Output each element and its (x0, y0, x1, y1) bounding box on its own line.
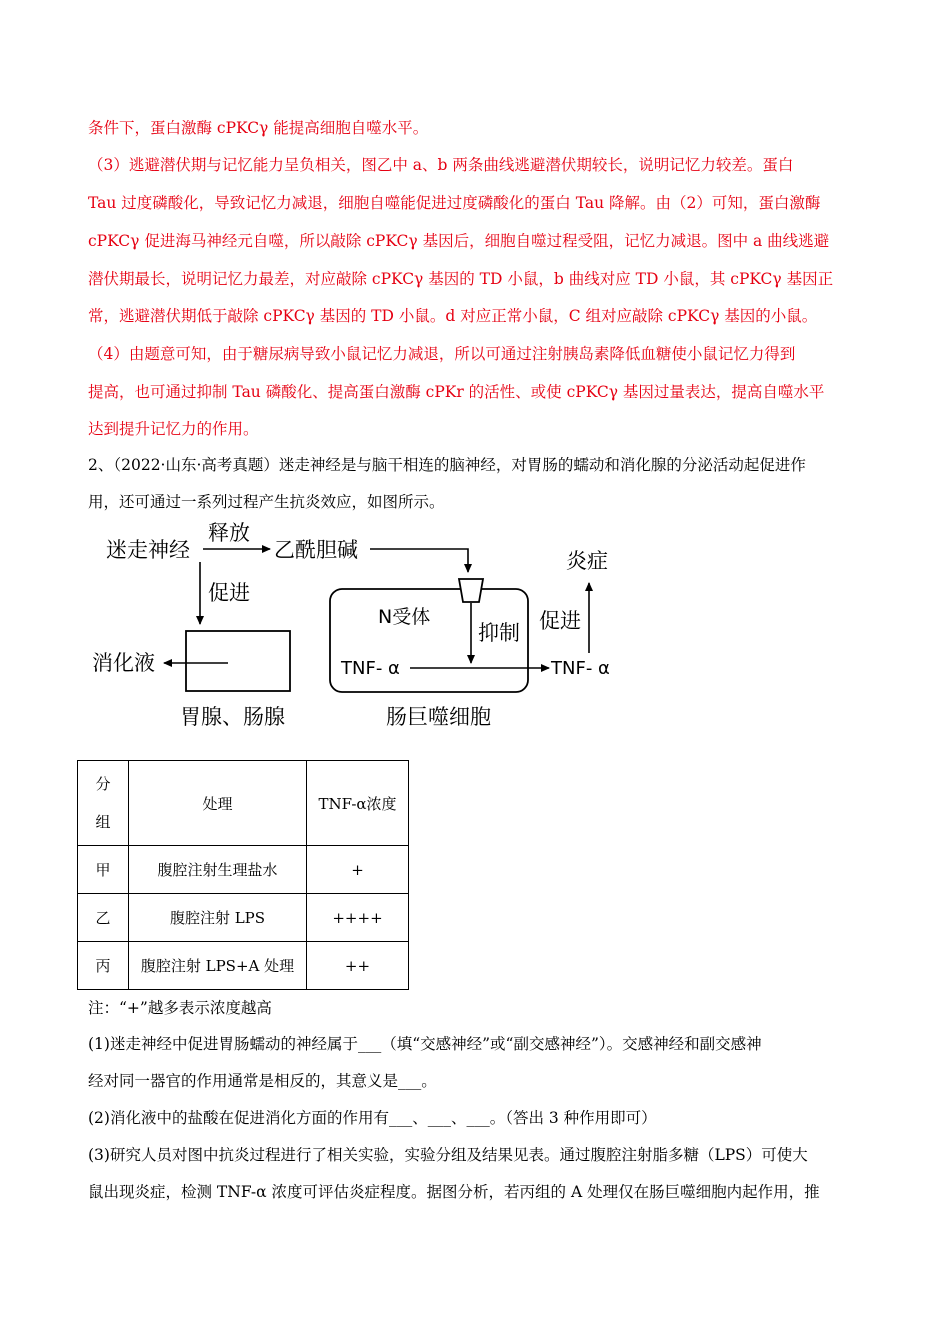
tnf-outside-label: TNF- α (551, 658, 610, 679)
header-cell: 处理 (129, 761, 307, 846)
release-label: 释放 (208, 521, 250, 545)
sub-question-line: 经对同一器官的作用通常是相反的，其意义是___。 (88, 1072, 437, 1090)
answer-line: 潜伏期最长，说明记忆力最差，对应敲除 cPKCγ 基因的 TD 小鼠，b 曲线对应 TD 小鼠，其 cPKCγ 基因正 (88, 270, 834, 288)
inhibit-label: 抑制 (478, 621, 520, 645)
header-cell: TNF-α浓度 (307, 761, 409, 846)
answer-line: 提高，也可通过抑制 Tau 磷酸化、提高蛋白激酶 cPKr 的活性、或使 cPKCγ 基因过量表达，提高自噬水平 (88, 383, 825, 401)
table-header-row (78, 761, 409, 846)
table-cell: ++ (307, 942, 409, 990)
answer-line: （3）逃避潜伏期与记忆能力呈负相关，图乙中 a、b 两条曲线逃避潜伏期较长，说明记忆力较差。蛋白 (88, 156, 794, 174)
table-cell: + (307, 846, 409, 894)
tnf-inside-label: TNF- α (341, 658, 400, 679)
question-stem-line: 2、（2022·山东·高考真题）迷走神经是与脑干相连的脑神经，对胃肠的蠕动和消化腺的分泌活动起促进作 (88, 456, 806, 474)
n-receptor-icon (459, 579, 483, 602)
table-row (78, 942, 409, 990)
table-row (78, 894, 409, 942)
answer-line: （4）由题意可知，由于糖尿病导致小鼠记忆力减退，所以可通过注射胰岛素降低血糖使小鼠记忆力得到 (88, 345, 796, 363)
table-cell: 甲 (78, 846, 129, 894)
answer-line: cPKCγ 促进海马神经元自噬，所以敲除 cPKCγ 基因后，细胞自噬过程受阻，记忆力减退。图中 a 曲线逃避 (88, 232, 830, 250)
promote-label: 促进 (539, 609, 581, 633)
digestive-juice-label: 消化液 (92, 651, 155, 675)
sub-question-line: (1)迷走神经中促进胃肠蠕动的神经属于___（填“交感神经”或“副交感神经”）。交感神经和副交感神 (88, 1035, 762, 1053)
table-cell: 丙 (78, 942, 129, 990)
table-cell: 乙 (78, 894, 129, 942)
table-cell: 腹腔注射生理盐水 (129, 846, 307, 894)
experiment-table (77, 760, 409, 990)
table-cell: 腹腔注射 LPS (129, 894, 307, 942)
header-cell: 分组 (78, 761, 129, 846)
gland-label: 胃腺、肠腺 (180, 705, 285, 729)
sub-question-line: (3)研究人员对图中抗炎过程进行了相关实验，实验分组及结果见表。通过腹腔注射脂多糖（LPS）可使大 (88, 1146, 808, 1164)
gland-box (186, 631, 290, 691)
table-cell: 腹腔注射 LPS+A 处理 (129, 942, 307, 990)
sub-question-line: (2)消化液中的盐酸在促进消化方面的作用有___、___、___。（答出 3 种作用即可） (88, 1109, 657, 1127)
vagus-anti-inflammation-diagram (88, 520, 648, 735)
answer-line: 条件下，蛋白激酶 cPKCγ 能提高细胞自噬水平。 (88, 119, 429, 137)
promote-label: 促进 (208, 581, 250, 605)
table-note: 注：“+”越多表示浓度越高 (88, 999, 272, 1017)
question-stem-line: 用，还可通过一系列过程产生抗炎效应，如图所示。 (88, 493, 445, 511)
table-cell: ++++ (307, 894, 409, 942)
inflammation-label: 炎症 (566, 549, 608, 573)
n-receptor-label: N受体 (378, 606, 431, 628)
acetylcholine-label: 乙酰胆碱 (274, 538, 358, 562)
ach-arrow (370, 549, 468, 572)
answer-line: Tau 过度磷酸化，导致记忆力减退，细胞自噬能促进过度磷酸化的蛋白 Tau 降解。由（2）可知，蛋白激酶 (88, 194, 821, 212)
vagus-nerve-label: 迷走神经 (106, 538, 190, 562)
sub-question-line: 鼠出现炎症，检测 TNF-α 浓度可评估炎症程度。据图分析，若丙组的 A 处理仅在肠巨噬细胞内起作用，推 (88, 1183, 820, 1201)
answer-line: 达到提升记忆力的作用。 (88, 420, 259, 438)
macrophage-label: 肠巨噬细胞 (386, 705, 491, 729)
table-row (78, 846, 409, 894)
answer-line: 常，逃避潜伏期低于敲除 cPKCγ 基因的 TD 小鼠。d 对应正常小鼠，C 组对应敲除 cPKCγ 基因的小鼠。 (88, 307, 818, 325)
